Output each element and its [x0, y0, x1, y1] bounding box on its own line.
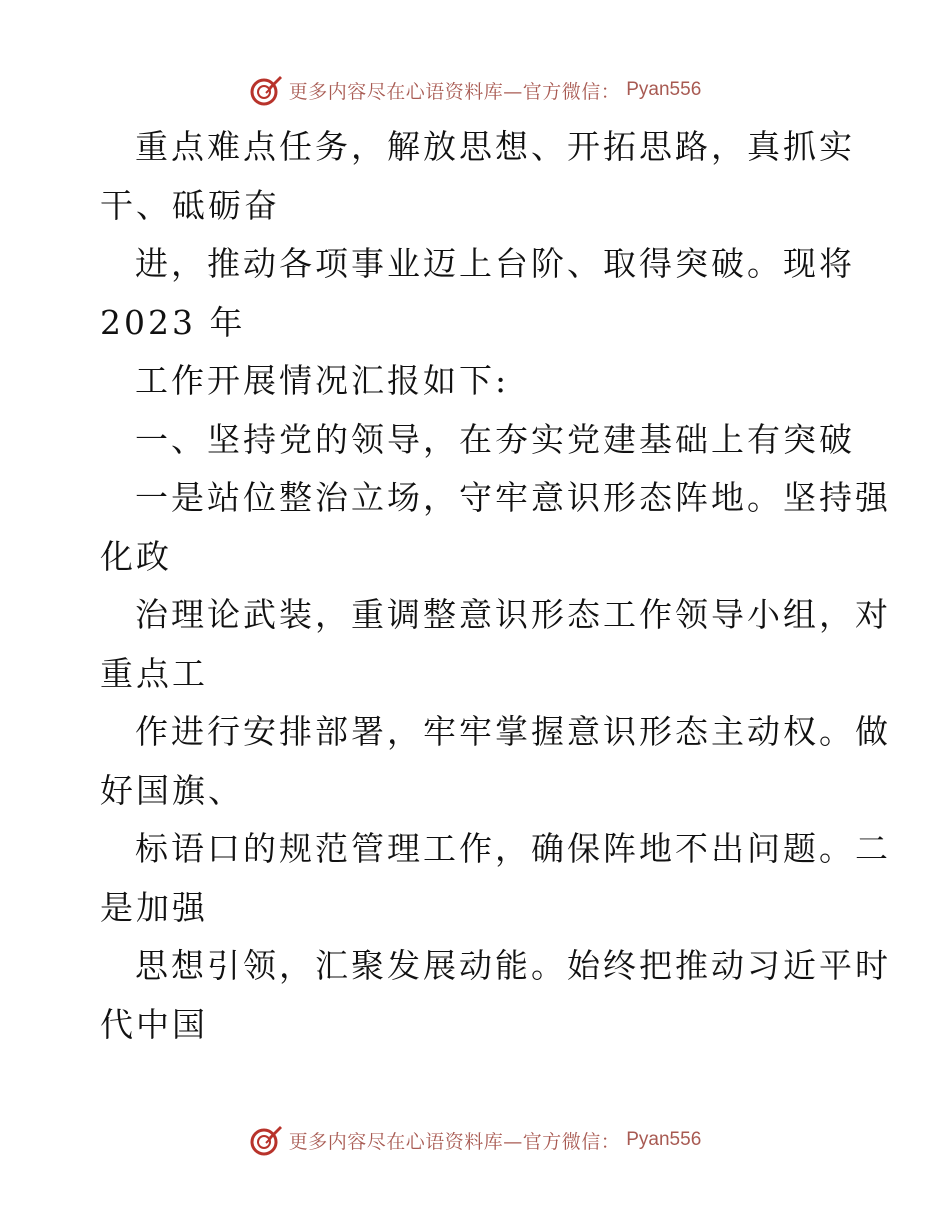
body-line: 2023 年: [100, 302, 246, 342]
footer-banner-contact: Pyan556: [626, 1129, 702, 1150]
header-banner-content: [249, 73, 702, 107]
body-line: 是加强: [100, 887, 208, 927]
header-banner-contact: Pyan556: [626, 79, 702, 100]
pen-logo-icon: [249, 73, 283, 107]
footer-banner-text: 更多内容尽在心语资料库—官方微信：: [288, 1130, 621, 1153]
body-line: 进，推动各项事业迈上台阶、取得突破。现将: [135, 244, 855, 283]
document-body: [100, 118, 891, 1054]
footer-banner: [0, 1120, 950, 1160]
body-line: 一是站位整治立场，守牢意识形态阵地。坚持强: [135, 478, 891, 517]
body-line: 代中国: [100, 1004, 208, 1044]
body-line: 标语口的规范管理工作，确保阵地不出问题。二: [135, 829, 891, 868]
body-line: 工作开展情况汇报如下:: [135, 361, 510, 400]
section-heading: 一、坚持党的领导，在夯实党建基础上有突破: [135, 419, 855, 459]
body-line: 重点难点任务，解放思想、开拓思路，真抓实: [135, 127, 855, 166]
body-line: 作进行安排部署，牢牢掌握意识形态主动权。做: [135, 712, 891, 751]
body-line: 治理论武装，重调整意识形态工作领导小组，对: [135, 595, 891, 634]
body-line: 思想引领，汇聚发展动能。始终把推动习近平时: [135, 946, 891, 985]
body-line: 化政: [100, 536, 172, 576]
body-line: 重点工: [100, 653, 208, 693]
footer-banner-content: [249, 1123, 702, 1157]
header-banner-text: 更多内容尽在心语资料库—官方微信：: [288, 80, 621, 103]
pen-logo-icon: [249, 1123, 283, 1157]
header-banner: [0, 70, 950, 110]
body-line: 好国旗、: [100, 770, 244, 810]
body-line: 干、砥砺奋: [100, 185, 280, 225]
